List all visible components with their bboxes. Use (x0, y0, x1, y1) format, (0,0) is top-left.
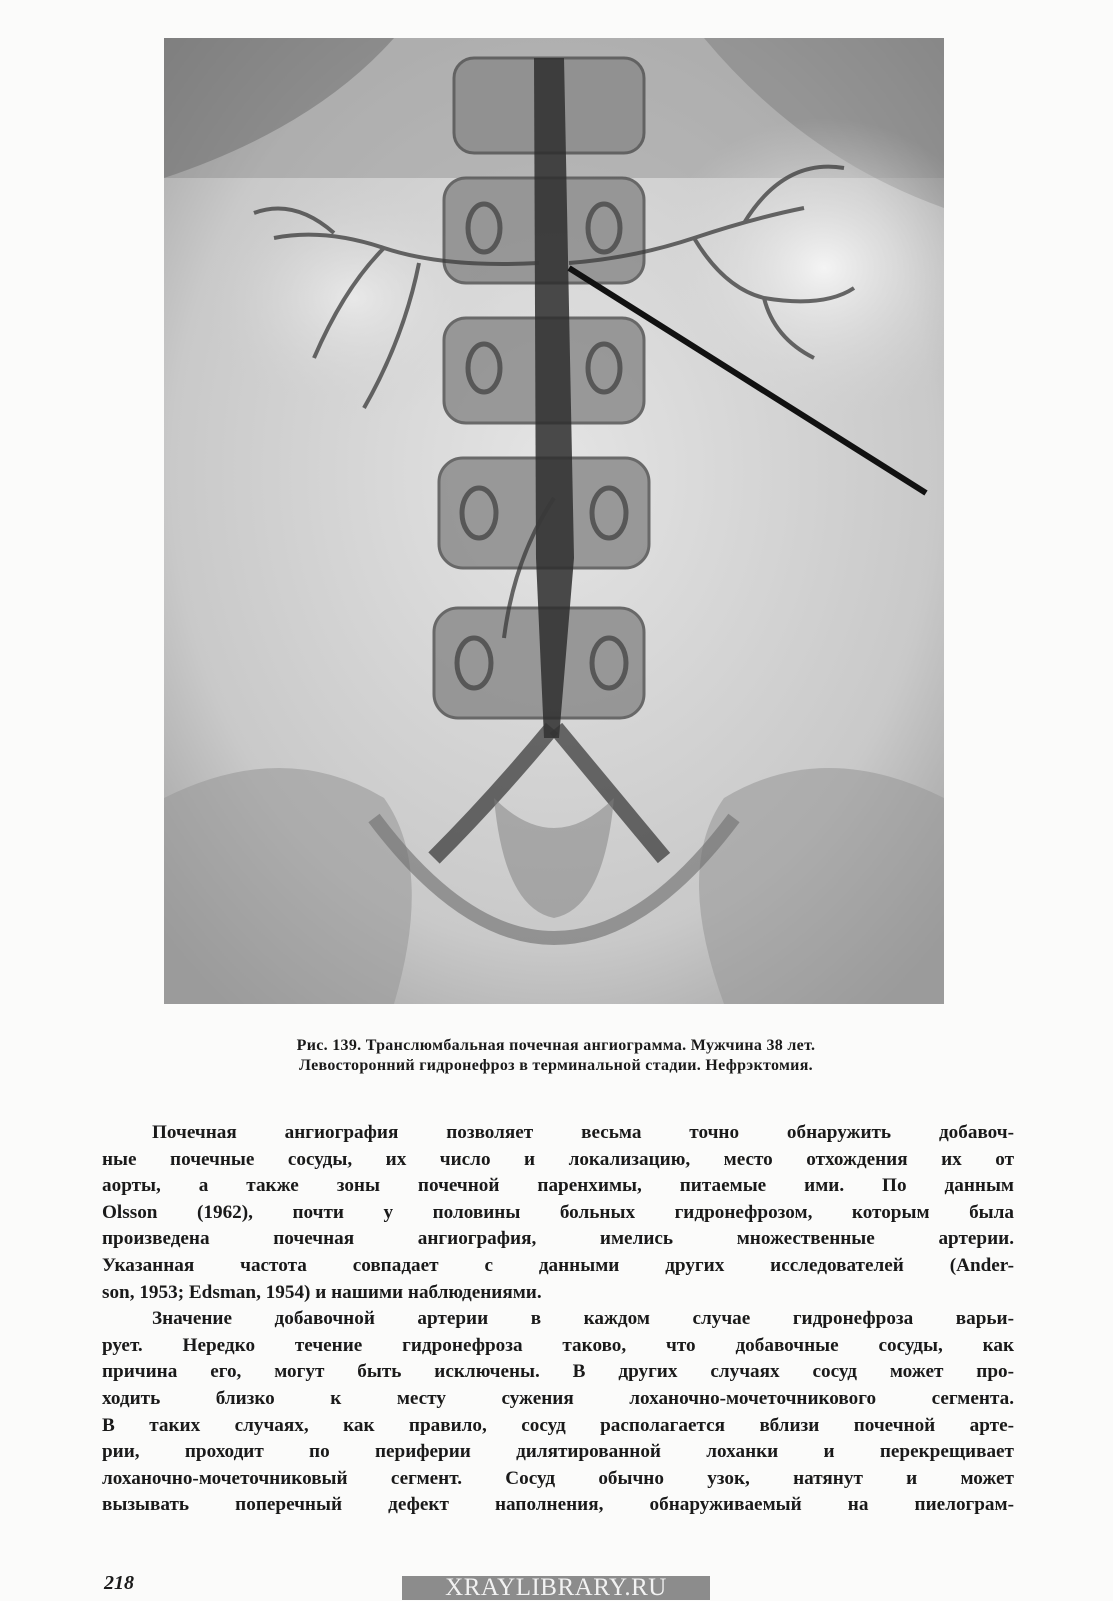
paragraph-1 (102, 1120, 1014, 1306)
text-line: Значение добавочной артерии в каждом случае гидронефроза варьи- (152, 1308, 1014, 1330)
text-line: причина его, могут быть исключены. В других случаях сосуд может про- (102, 1361, 1014, 1383)
text-line: son, 1953; Edsman, 1954) и нашими наблюдениями. (102, 1281, 542, 1303)
text-line: ходить близко к месту сужения лоханочно-мочеточникового сегмента. (102, 1387, 1014, 1409)
caption-line: Левосторонний гидронефроз в терминальной стадии. Нефрэктомия. (299, 1057, 813, 1074)
text-line: Указанная частота совпадает с данными других исследователей (Ander- (102, 1254, 1014, 1276)
body-text (102, 1120, 1014, 1519)
text-line: рует. Нередко течение гидронефроза таково, что добавочные сосуды, как (102, 1334, 1014, 1356)
paragraph-2 (102, 1306, 1014, 1519)
angiogram-image (164, 38, 944, 1004)
watermark: XRAYLIBRARY.RU (402, 1576, 710, 1600)
angiogram-figure (164, 38, 944, 1004)
text-line: произведена почечная ангиография, имелись множественные артерии. (102, 1228, 1014, 1250)
text-line: В таких случаях, как правило, сосуд располагается вблизи почечной арте- (102, 1414, 1014, 1436)
text-line: вызывать поперечный дефект наполнения, обнаруживаемый на пиелограм- (102, 1494, 1014, 1516)
page-number: 218 (104, 1572, 134, 1594)
text-line: аорты, а также зоны почечной паренхимы, питаемые ими. По данным (102, 1175, 1014, 1197)
text-line: рии, проходит по периферии дилятированной лоханки и перекрещивает (102, 1441, 1014, 1463)
text-line: ные почечные сосуды, их число и локализацию, место отхождения их от (102, 1148, 1014, 1170)
caption-line: Рис. 139. Транслюмбальная почечная ангиограмма. Мужчина 38 лет. (296, 1037, 816, 1054)
text-line: Olsson (1962), почти у половины больных гидронефрозом, которым была (102, 1201, 1014, 1223)
text-line: Почечная ангиография позволяет весьма точно обнаружить добавоч- (152, 1122, 1014, 1143)
text-line: лоханочно-мочеточниковый сегмент. Сосуд обычно узок, натянут и может (102, 1467, 1014, 1489)
figure-caption (150, 1036, 962, 1076)
